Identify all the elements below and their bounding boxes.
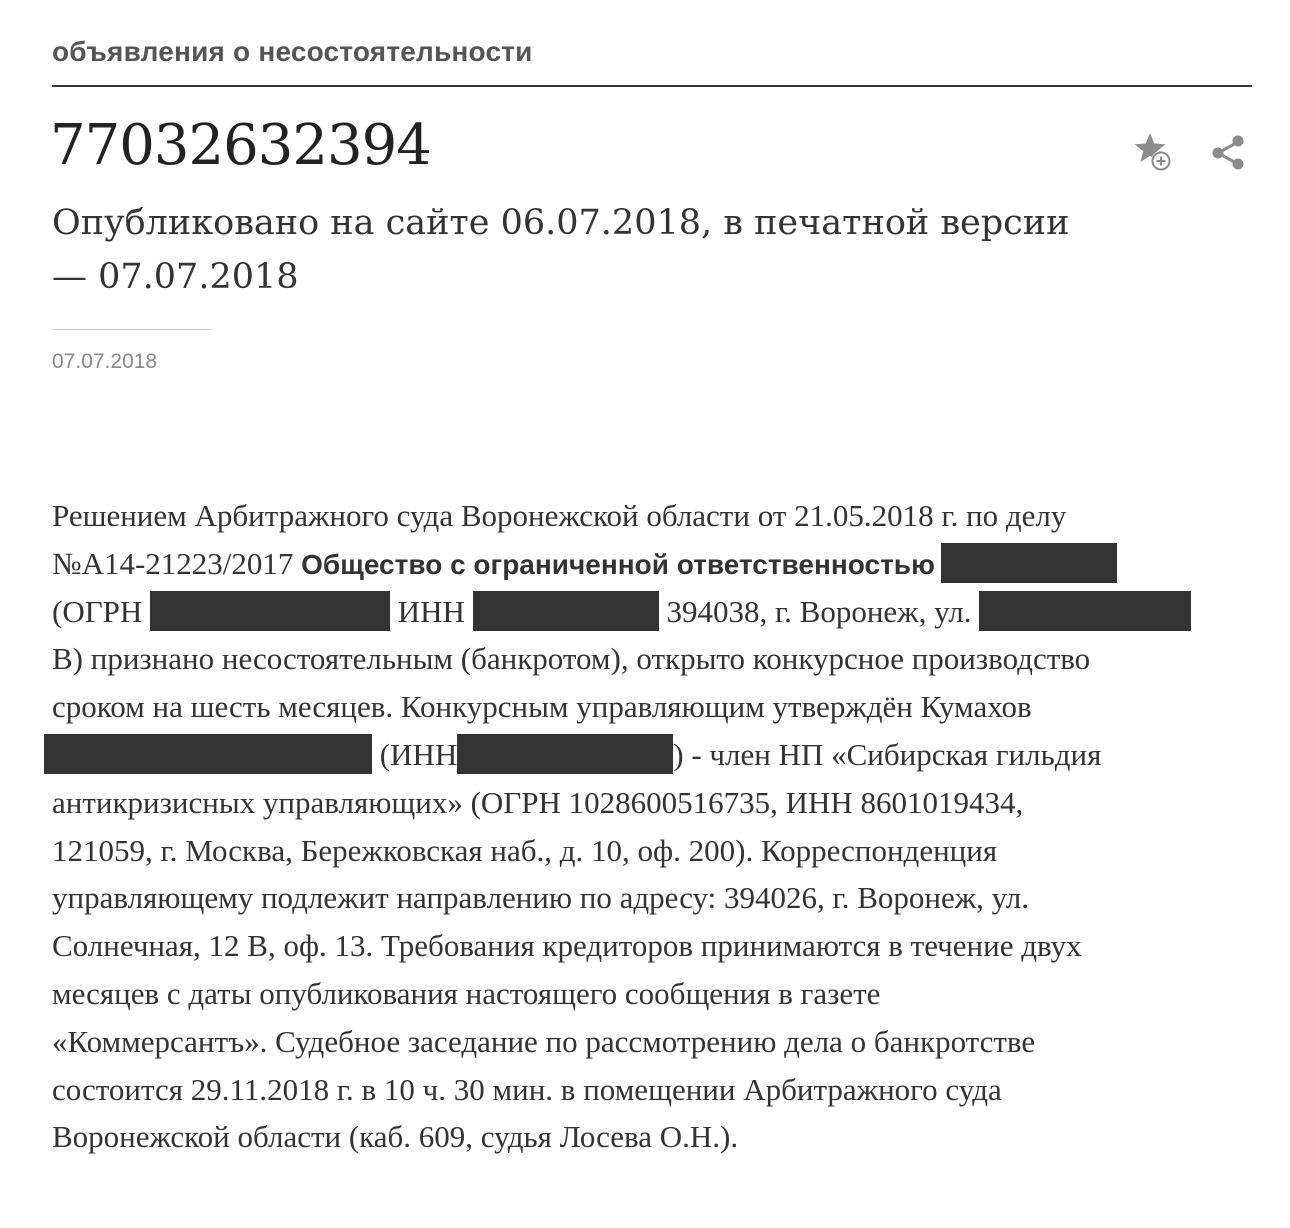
body-line: 121059, г. Москва, Бережковская наб., д. 10, оф. 200). Корреспонденция — [52, 832, 998, 868]
publication-line-1: Опубликовано на сайте 06.07.2018, в печатной версии — [52, 203, 1070, 243]
body-line: Солнечная, 12 В, оф. 13. Требования кредиторов принимаются в течение двух — [52, 928, 1082, 964]
favorite-add-icon[interactable] — [1132, 130, 1176, 174]
company-type: Общество с ограниченной ответственностью — [301, 548, 935, 580]
section-title[interactable]: объявления о несостоятельности — [52, 36, 533, 67]
body-line: Решением Арбитражного суда Воронежской области от 21.05.2018 г. по делу — [52, 498, 1067, 533]
article-actions — [1132, 130, 1248, 174]
body-line — [52, 731, 1252, 779]
article-body — [52, 492, 1252, 1161]
body-line: сроком на шесть месяцев. Конкурсным управляющим утверждён Кумахов — [52, 689, 1032, 725]
body-line: В) признано несостоятельным (банкротом), открыто конкурсное производство — [52, 641, 1091, 677]
document-number: 77032632394 — [50, 113, 431, 178]
redacted-manager-name — [44, 734, 372, 774]
share-icon[interactable] — [1208, 132, 1248, 172]
body-line — [52, 540, 1252, 588]
inn-label: ИНН — [390, 593, 473, 629]
redacted-company-name — [941, 543, 1117, 583]
address-text: 394038, г. Воронеж, ул. — [658, 593, 980, 629]
ogrn-label: (ОГРН — [52, 593, 151, 629]
redacted-street — [979, 591, 1191, 631]
manager-inn-label: (ИНН — [372, 736, 458, 772]
body-line: Воронежской области (каб. 609, судья Лосева О.Н.). — [52, 1119, 739, 1155]
redacted-manager-inn — [457, 734, 673, 774]
body-line: управляющему подлежит направлению по адресу: 394026, г. Воронеж, ул. — [52, 880, 1030, 916]
redacted-inn — [473, 591, 659, 631]
case-number: №А14-21223/2017 — [52, 545, 302, 581]
publication-info — [52, 196, 1112, 304]
redacted-ogrn — [150, 591, 390, 631]
body-line: состоится 29.11.2018 г. в 10 ч. 30 мин. в помещении Арбитражного суда — [52, 1071, 1002, 1107]
publication-line-2: — 07.07.2018 — [52, 257, 299, 297]
article-date: 07.07.2018 — [52, 350, 158, 373]
header-divider — [52, 85, 1252, 87]
body-line: антикризисных управляющих» (ОГРН 1028600516735, ИНН 8601019434, — [52, 784, 1024, 820]
body-line: месяцев с даты опубликования настоящего сообщения в газете — [52, 975, 881, 1011]
date-divider — [52, 329, 212, 330]
body-line: «Коммерсантъ». Судебное заседание по рассмотрению дела о банкротстве — [52, 1023, 1036, 1059]
membership-text: ) - член НП «Сибирская гильдия — [673, 736, 1102, 772]
body-line — [52, 588, 1252, 636]
